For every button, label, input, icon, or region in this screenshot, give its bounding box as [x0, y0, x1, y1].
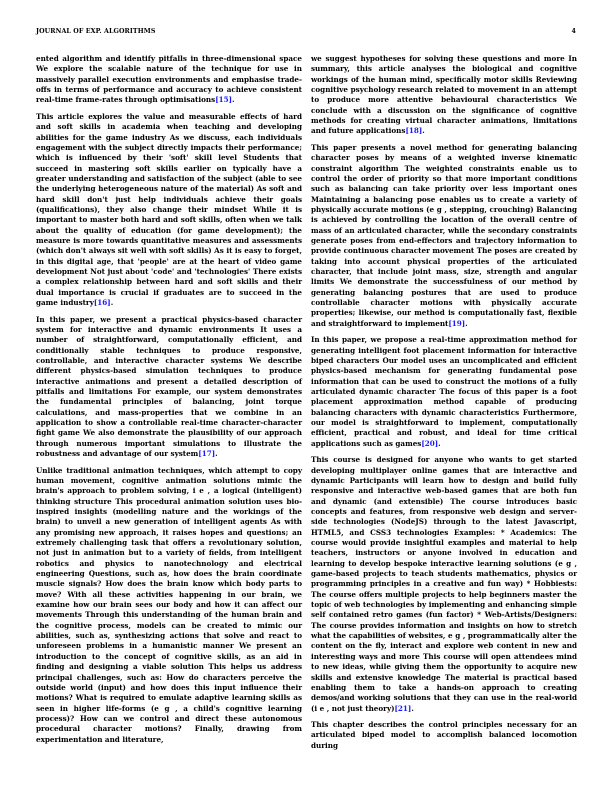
paragraph: Unlike traditional animation techniques, which attempt to copy human movement, cognitive animation solutions mimic the brain's approach to problem solving, i e , a logical (intelligent) thinking structure This procedural animation solution uses bio-inspired insights (modelling nature and the workings of the brain) to unveil a new generation of intelligent agents As with any promising new approach, it raises hopes and questions; an extremely challenging task that offers a revolutionary solution, not just in animation but to a variety of fields, from intelligent robotics and physics to nanotechnology and electrical engineering Questions, such as, how does the brain coordinate muscle signals? How does the brain know which body parts to move? With all these activities happening in our brain, we examine how our brain sees our body and how it can affect our movements Through this understanding of the human brain and the cognitive process, models can be created to mimic our abilities, such as, synthesizing actions that solve and react to unforeseen problems in a humanistic manner We present an introduction to the concept of cognitive skills, as an aid in finding and designing a viable solution This helps us address principal challenges, such as: How do characters perceive the outside world (input) and how does this input influence their motions? What is required to emulate adaptive learning skills as seen in higher life-forms (e g , a child's cognitive learning process)? How can we control and direct these autonomous procedural character motions? Finally, drawing from experimentation and literature,: [36, 465, 302, 744]
paragraph: This course is designed for anyone who wants to get started developing multiplayer online games that are interactive and dynamic Participants will learn how to design and build fully responsive and interactive web-based games that are both fun and dynamic (and extensible) The course introduces basic concepts and features, from responsive web design and server-side technologies (NodeJS) through to the latest Javascript, HTML5, and CSS3 technologies Examples: * Academics: The course would provide insightful examples and material to help teachers, instructors or anyone involved in education and learning to develop bespoke interactive learning solutions (e g , game-based projects to teach students mathematics, physics or programming principles in a creative and fun way) * Hobbiests: The course offers multiple projects to help beginners master the topic of web technologies by implementing and enhancing simple self contained retro games (fun factor) * Web-Artists/Designers: The course provides information and insights on how to stretch what the capabilities of websites, e g , programmatically alter the content on the fly, interact and explore web content in new and interesting ways and more This course will open attendees mind to new ideas, while giving them the opportunity to acquire new skills and extensive knowledge The material is practical based enabling them to take a hands-on approach to creating demos/and working solutions that they can use in the real-world (i e , not just theory)[21].: [311, 455, 577, 713]
paragraph: In this paper, we present a practical physics-based character system for interactive and dynamic environments It uses a number of straightforward, computationally efficient, and conditionally stable techniques to produce responsive, controllable, and interactive character systems We describe different physics-based simulation techniques to produce interactive animations and present a detailed description of pitfalls and limitations For example, our system demonstrates the fundamental principles of balancing, joint torque calculations, and mass-properties that we combine in an application to show a controllable real-time character-character fight game We also demonstrate the plausibility of our approach through numerous important simulations to illustrate the robustness and advantage of our system[17].: [36, 314, 302, 459]
paragraph: ented algorithm and identify pitfalls in three-dimensional space We explore the scalable nature of the technique for use in massively parallel execution environments and emphasise trade-offs in terms of performance and accuracy to achieve consistent real-time frame-rates through optimisations[15].: [36, 54, 302, 105]
running-header: [36, 28, 576, 40]
citation-link[interactable]: [17]: [198, 449, 216, 459]
citation-link[interactable]: [18]: [405, 126, 423, 136]
citation-link[interactable]: [16]: [93, 298, 111, 308]
citation-link[interactable]: [20]: [421, 438, 439, 448]
citation-link[interactable]: [15]: [215, 95, 232, 105]
citation-link[interactable]: [19]: [448, 318, 466, 328]
journal-title: JOURNAL OF EXP. ALGORITHMS: [36, 28, 156, 35]
left-column: [36, 54, 302, 751]
right-column: [311, 54, 577, 757]
paragraph: This chapter describes the control principles necessary for an articulated biped model to accomplish balanced locomotion during: [311, 720, 577, 750]
paragraph: This paper presents a novel method for generating balancing character poses by means of a weighted inverse kinematic constraint algorithm The weighted constraints enable us to control the order of priority so that more important conditions such as balancing can take priority over less important ones Maintaining a balancing pose enables us to create a variety of physically accurate motions (e g , stepping, crouching) Balancing is achieved by controlling the location of the overall centre of mass of an articulated character, while the secondary constraints generate poses from end-effectors and trajectory information to provide continuous character movement The poses are created by taking into account physical properties of the articulated character, that include joint mass, size, strength and angular limits We demonstrate the successfulness of our method by generating balancing postures that are used to produce controllable character motions with physically accurate properties; likewise, our method is computationally fast, flexible and straightforward to implement[19].: [311, 142, 577, 328]
paragraph: we suggest hypotheses for solving these questions and more In summary, this article analyses the biological and cognitive workings of the human mind, specifically motor skills Reviewing cognitive psychology research related to movement in an attempt to produce more attentive behavioural characteristics We conclude with a discussion on the significance of cognitive methods for creating virtual character animations, limitations and future applications[18].: [311, 54, 577, 136]
citation-link[interactable]: [21]: [394, 703, 412, 713]
paragraph: In this paper, we propose a real-time approximation method for generating intelligent foot placement information for interactive biped characters Our model uses an uncomplicated and efficient physics-based mechanism for generating fundamental pose information that can be used to construct the motions of a fully articulated dynamic character The focus of this paper is a foot placement approximation method capable of producing balancing characters with dynamic characteristics Furthermore, our model is straightforward to implement, computationally efficient, practical and robust, and ideal for time critical applications such as games[20].: [311, 335, 577, 448]
paragraph: This article explores the value and measurable effects of hard and soft skills in academia when teaching and developing abilities for the game industry As we discuss, each individuals engagement with the subject directly impacts their performance; which is influenced by their 'soft' skill level Students that succeed in mastering soft skills earlier on typically have a greater understanding and satisfaction of the subject (able to see the underlying heterogeneous nature of the material) As soft and hard skill don't just help individuals achieve their goals (qualifications), they also change their mindset While it is important to master both hard and soft skills, often when we talk about the quality of education (for game development); the measure is more towards quantitative measures and assessments (which don't always sit well with soft skills) As it is easy to forget, in this digital age, that 'people' are at the heart of video game development Not just about 'code' and 'technologies' There exists a complex relationship between hard and soft skills and their dual importance is crucial if graduates are to succeed in the game industry[16].: [36, 111, 302, 308]
page-number: 4: [571, 28, 576, 35]
